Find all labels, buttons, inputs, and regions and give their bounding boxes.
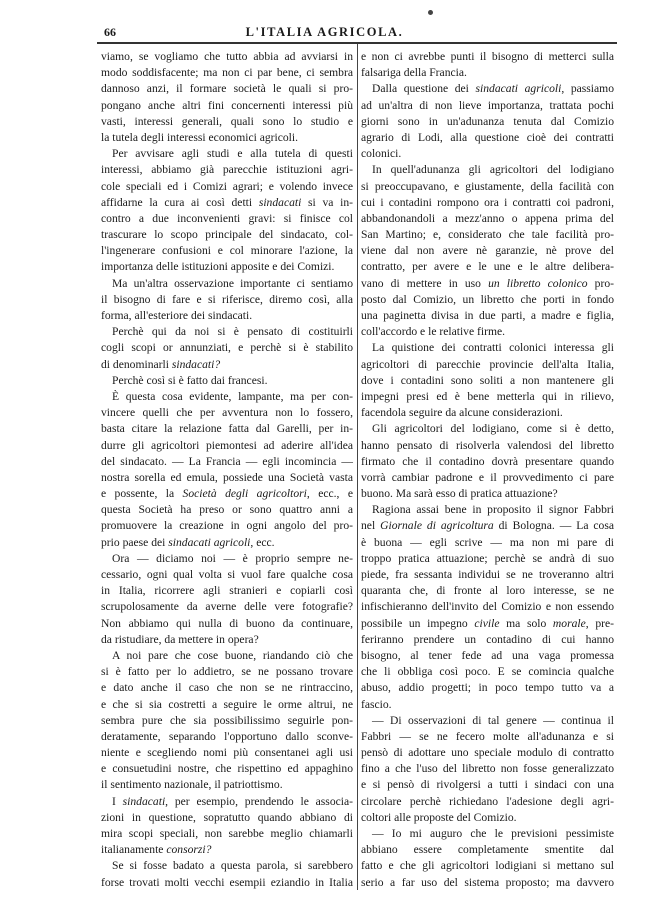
- text-line: [361, 518, 614, 534]
- text-line: [101, 162, 353, 178]
- text-line: [361, 842, 614, 858]
- text-line: [361, 761, 614, 777]
- text-line: [361, 551, 614, 567]
- text-line: [361, 292, 614, 308]
- text: viene dal non avere nè garanzie, nè prove del: [361, 244, 614, 258]
- paragraph: [101, 373, 353, 389]
- paragraph: [101, 858, 353, 890]
- text-line: [101, 697, 353, 713]
- text: serio a far uso del sistema proposto; ma davvero: [361, 875, 614, 889]
- italic-text: Giornale di agricoltura: [380, 519, 494, 533]
- text: vano di mettere in uso: [361, 276, 489, 290]
- text-line: [361, 632, 614, 648]
- text-line: [361, 810, 614, 826]
- text: abuso, addio progetti; in poco tempo tutto va a: [361, 681, 614, 695]
- text-line: [361, 195, 614, 211]
- text-line: [361, 227, 614, 243]
- text: abbiano essere completamente smentite dal: [361, 843, 614, 857]
- text-line: [361, 729, 614, 745]
- text-line: [361, 243, 614, 259]
- paragraph: [101, 794, 353, 859]
- text: cessario, ogni qual volta si vuol fare qualche cosa: [101, 568, 353, 581]
- text-line: [361, 130, 614, 146]
- text-line: [361, 389, 614, 405]
- text-line: [361, 454, 614, 470]
- print-speck: [428, 10, 433, 15]
- text: niente e scegliendo nomi più consentanei agli usi: [101, 746, 353, 760]
- text-line: [101, 227, 353, 243]
- italic-text: consorzi?: [166, 843, 212, 857]
- text: e consuetudini nostre, che rispettino ed appaghino: [101, 762, 353, 776]
- text-line: [101, 454, 353, 470]
- text: hanno pensato di risolverla valendosi del libretto: [361, 438, 614, 452]
- text: durre gli agricoltori piemontesi ad aderire all'idea: [101, 438, 353, 452]
- text: dove i contadini sono soliti a non mantenere gli: [361, 373, 614, 387]
- page-number: 66: [104, 25, 116, 39]
- text-line: [101, 599, 353, 615]
- text: Ma un'altra osservazione importante ci sentiamo: [112, 276, 353, 290]
- column-divider: [357, 44, 358, 890]
- text-line: [101, 875, 353, 891]
- text: affidarne la cura ai così detti: [101, 195, 259, 209]
- text-line: [101, 65, 353, 81]
- text: coll'accordo e le relative firme.: [361, 325, 506, 339]
- text: vincere quelli che per avventura non lo fossero,: [101, 406, 353, 420]
- text: — Io mi auguro che le previsioni pessimiste: [372, 827, 614, 840]
- text-line: [101, 130, 353, 146]
- text-line: [101, 98, 353, 114]
- text: fino a che l'uso del libretto non fosse generalizzato: [361, 762, 614, 776]
- text-line: [101, 259, 353, 275]
- text-line: [361, 745, 614, 761]
- text: ma solo: [499, 616, 553, 630]
- text-line: [361, 794, 614, 810]
- text-line: [101, 276, 353, 292]
- text: , per esempio, prendendo le associa-: [165, 794, 353, 808]
- text-line: [101, 357, 353, 373]
- text: fascio.: [361, 697, 392, 711]
- text-line: [101, 842, 353, 858]
- italic-text: sindacati agricoli: [475, 82, 562, 96]
- text-line: [101, 324, 353, 340]
- text-line: [101, 470, 353, 486]
- text: deratamente, separando l'opportuno dallo sconve-: [101, 729, 353, 743]
- paragraph: [101, 324, 353, 373]
- text: È questa cosa evidente, lampante, ma per con-: [112, 389, 353, 403]
- text: l'ingenerare confusioni e col minorare l'azione, la: [101, 244, 353, 258]
- italic-text: un libretto colonico: [488, 276, 588, 290]
- text-line: [101, 535, 353, 551]
- text-line: [101, 664, 353, 680]
- text: del sindacato. — La Francia — egli incomincia —: [101, 454, 353, 468]
- text-line: [101, 567, 353, 583]
- text: importanza delle istituzioni apposite e dei Comizi.: [101, 260, 335, 274]
- paragraph: [361, 826, 614, 891]
- text: agrario di Lodi, alla questione cioè dei contratti: [361, 130, 614, 144]
- text-line: [101, 49, 353, 65]
- paragraph: [101, 551, 353, 648]
- text-line: [361, 599, 614, 615]
- text-line: [361, 114, 614, 130]
- text: possibile un impegno: [361, 616, 475, 630]
- text-line: [101, 114, 353, 130]
- text-line: [361, 162, 614, 178]
- text: si preoccupavano, e giustamente, della facilità con: [361, 179, 614, 193]
- paragraph: [101, 389, 353, 551]
- text: da ristudiare, da mettere in opera?: [101, 632, 259, 646]
- text: falsariga della Francia.: [361, 66, 467, 80]
- text: In quell'adunanza gli agricoltori del lodigiano: [372, 163, 614, 177]
- paragraph: [101, 146, 353, 276]
- paragraph: [361, 421, 614, 502]
- text-line: [101, 777, 353, 793]
- text: firmato che il contadino dovrà presentare quando: [361, 454, 614, 468]
- text: cole speciali ed i Comizi agrari; e volendo invece: [101, 179, 353, 193]
- text: che li obbliga così poco. E se comincia qualche: [361, 665, 614, 679]
- text: interessi, abbiamo già parecchie istituzioni agri-: [101, 163, 353, 177]
- text-line: [361, 470, 614, 486]
- text: forma, all'esteriore dei sindacati.: [101, 309, 253, 322]
- text-line: [361, 259, 614, 275]
- text: , ecc.: [250, 535, 275, 549]
- text-line: [101, 211, 353, 227]
- text: , passiamo: [561, 82, 614, 96]
- text-line: [361, 421, 614, 437]
- text-line: [361, 81, 614, 97]
- text-line: [361, 340, 614, 356]
- text-line: [361, 648, 614, 664]
- text: il bisogno di fare e si riferisce, diremo così, alla: [101, 292, 353, 306]
- paragraph: [361, 502, 614, 712]
- text: la tutela degli interessi economici agricoli.: [101, 130, 299, 144]
- paragraph: [361, 81, 614, 162]
- text-line: [361, 697, 614, 713]
- text-line: [361, 373, 614, 389]
- text-line: [101, 761, 353, 777]
- text-line: [361, 777, 614, 793]
- text-line: [361, 616, 614, 632]
- text-line: [101, 195, 353, 211]
- text: forse trovati molti vecchi esempii eziandio in Italia: [101, 875, 353, 889]
- text: A noi pare che cose buone, riandando ciò che: [112, 648, 353, 662]
- text: , pre-: [585, 616, 614, 630]
- text: buono. Ma sarà esso di pratica attuazione?: [361, 487, 558, 501]
- text: Per avvisare agli studi e alla tutela di questi: [112, 147, 353, 161]
- text-line: [361, 664, 614, 680]
- text-line: [361, 502, 614, 518]
- text: , ecc., e: [306, 487, 353, 501]
- text-line: [101, 486, 353, 502]
- text: bisogno, al tener fede ad una vaga promessa: [361, 648, 614, 662]
- text-line: [101, 794, 353, 810]
- text: di Bologna. — La cosa: [493, 519, 615, 533]
- text-line: [101, 146, 353, 162]
- text: una paginetta divisa in due parti, a madre e figlia,: [361, 309, 614, 322]
- text: dannoso anzi, il formare società le quali si pro-: [101, 82, 353, 96]
- text-line: [361, 179, 614, 195]
- text: e dato anche il caso che non se ne rintraccino,: [101, 681, 353, 695]
- text: cui i contadini rompono ora i contratti coi padroni,: [361, 195, 614, 209]
- text-line: [361, 438, 614, 454]
- text-line: [361, 875, 614, 891]
- text: Perchè qui da noi si è pensato di costituirli: [112, 325, 353, 339]
- text: sembra pure che sia possibilissimo seguirle pon-: [101, 713, 353, 727]
- text: pensò di adottare uno speciale modulo di contratto: [361, 746, 614, 760]
- paragraph: [101, 648, 353, 794]
- text: promuovere la creazione in ogni angolo del pro-: [101, 519, 353, 533]
- text: di denominarli: [101, 357, 172, 371]
- text: pro-: [587, 276, 614, 290]
- italic-text: Società degli agricoltori: [182, 487, 307, 501]
- italic-text: sindacati: [122, 794, 166, 808]
- text: Dalla questione dei: [372, 82, 476, 96]
- italic-text: morale: [552, 616, 586, 630]
- paragraph: [361, 162, 614, 340]
- text: fatto e che gli agricoltori lodigiani si mettano sul: [361, 859, 614, 873]
- text-line: [361, 324, 614, 340]
- text: troppo pratica attuazione; perchè se andrà di suo: [361, 551, 614, 565]
- text-line: [101, 179, 353, 195]
- text: posto dal Comizio, un libretto che porti in fondo: [361, 292, 614, 306]
- text: e non ci avrebbe punti il bisogno di metterci sulla: [361, 50, 614, 63]
- text: e possente, la: [101, 487, 183, 501]
- text: questa Società ha preso or sono quattro anni a: [101, 503, 353, 517]
- text-line: [101, 308, 353, 324]
- text: e si pensò di rivolgersi a tutti i sindaci con una: [361, 778, 614, 792]
- text-line: [101, 680, 353, 696]
- text-line: [101, 502, 353, 518]
- text: zioni in questione, sopratutto quando abbiano di: [101, 810, 353, 824]
- text-line: [101, 826, 353, 842]
- text-line: [101, 616, 353, 632]
- text: Non abbiamo qui nulla di buono da continuare,: [101, 616, 353, 630]
- text: Fabbri — se ne fecero molte all'adunanza e si: [361, 729, 614, 743]
- text: si è fatto per lo addietro, se ne possano trovare: [101, 665, 353, 679]
- text: nostra sorella ed emula, possiede una Società vasta: [101, 470, 353, 484]
- text-line: [101, 858, 353, 874]
- text: coltori alle proposte del Comizio.: [361, 810, 517, 824]
- text: nel: [361, 519, 381, 533]
- text: mira scopi speciali, non sarebbe meglio chiamarli: [101, 827, 353, 840]
- text: e che si sia costretti a seguire le orme altrui, ne: [101, 697, 353, 711]
- text: feriranno prendere un contadino di cui hanno: [361, 632, 614, 646]
- text: pongano anche altri fini concernenti interessi più: [101, 98, 353, 112]
- text: quaranta che, di fronte al loro interesse, se ne: [361, 584, 614, 598]
- text-line: [361, 826, 614, 842]
- text: prio paese dei: [101, 535, 169, 549]
- text-line: [361, 276, 614, 292]
- text-line: [361, 308, 614, 324]
- text: basta citare la relazione fatta dal Garelli, per in-: [101, 422, 353, 436]
- text-line: [101, 810, 353, 826]
- paragraph: [361, 49, 614, 81]
- text: vorrà cambiar padrone e il provvedimento ci pare: [361, 470, 614, 484]
- text-line: [101, 713, 353, 729]
- italic-text: sindacati: [258, 195, 302, 209]
- text: agricoltori di parecchie provincie dell'alta Italia,: [361, 357, 614, 371]
- italic-text: sindacati agricoli: [168, 535, 251, 549]
- text: italianamente: [101, 843, 167, 857]
- text-line: [101, 551, 353, 567]
- text-line: [101, 438, 353, 454]
- text: La quistione dei contratti colonici interessa gli: [372, 341, 614, 355]
- text: il sentimento nazionale, il patriottismo.: [101, 778, 283, 792]
- text-line: [361, 567, 614, 583]
- text: Se si fosse badato a questa parola, si sarebbero: [112, 859, 353, 873]
- text: Ragiona assai bene in proposito il signor Fabbri: [372, 503, 614, 517]
- text: — Di osservazioni di tal genere — continua il: [372, 713, 614, 727]
- text: vasti, interessi generali, quali sono lo studio e: [101, 114, 353, 128]
- text: giorni sono in un'adunanza tenuta dal Comizio: [361, 114, 614, 128]
- italic-text: sindacati?: [171, 357, 221, 371]
- text-line: [101, 729, 353, 745]
- text-line: [101, 81, 353, 97]
- running-title: L'ITALIA AGRICOLA.: [245, 25, 404, 39]
- text-line: [361, 858, 614, 874]
- text: cogli scopi or annunziati, e perchè si è stabilito: [101, 341, 353, 355]
- text-line: [361, 49, 614, 65]
- text-line: [101, 389, 353, 405]
- text-line: [361, 98, 614, 114]
- text: Ora — diciamo noi — è proprio sempre ne-: [112, 551, 353, 565]
- text: I: [112, 794, 123, 808]
- text-line: [101, 583, 353, 599]
- text-line: [361, 535, 614, 551]
- text-line: [361, 357, 614, 373]
- paragraph: [101, 276, 353, 325]
- text: ad un'altra di non lieve importanza, trattata pochi: [361, 98, 614, 112]
- text: circolare perchè richiedano l'adesione degli agri-: [361, 794, 614, 808]
- text-line: [361, 486, 614, 502]
- text-line: [361, 713, 614, 729]
- text: abbandonandoli a mezz'anno o appena prima del: [361, 211, 614, 225]
- text-line: [101, 243, 353, 259]
- text: trascurare lo scopo principale del sindacato, col-: [101, 228, 353, 242]
- text: in Italia, ricorrere agli stranieri e copiarli così: [101, 584, 353, 598]
- text-line: [101, 421, 353, 437]
- text: piede, fra sessanta individui se ne troveranno altri: [361, 568, 614, 581]
- text: Perchè così si è fatto dai francesi.: [112, 373, 268, 387]
- text: Gli agricoltori del lodigiano, come si è detto,: [372, 422, 614, 436]
- paragraph: [361, 340, 614, 421]
- text-line: [101, 292, 353, 308]
- text: è buona — egli scrive — ma non mi pare di: [361, 535, 614, 549]
- paragraph: [361, 713, 614, 826]
- text-line: [101, 405, 353, 421]
- text: scrupolosamente da averne delle vere fotografie?: [101, 600, 353, 614]
- text-line: [361, 583, 614, 599]
- text-line: [361, 211, 614, 227]
- left-column: [101, 49, 353, 891]
- text-line: [361, 65, 614, 81]
- text-line: [361, 146, 614, 162]
- text: contratto, per avere e le une e le altre delibera-: [361, 260, 614, 274]
- text-line: [361, 405, 614, 421]
- text: facendola seguire da alcune considerazioni.: [361, 406, 563, 420]
- text: si va in-: [301, 195, 354, 209]
- text-line: [101, 340, 353, 356]
- text: colonici.: [361, 147, 402, 161]
- text-line: [101, 745, 353, 761]
- text-line: [101, 518, 353, 534]
- paragraph: [101, 49, 353, 146]
- text-line: [101, 648, 353, 664]
- right-column: [361, 49, 614, 891]
- text: infischieranno dell'invito del Comizio e non essendo: [361, 600, 614, 614]
- text: contro a due inconvenienti gravi: si finisce col: [101, 211, 353, 225]
- text: San Martino; e, considerato che tale facilità pro-: [361, 228, 614, 242]
- text: viamo, se vogliamo che tutto abbia ad avviarsi in: [101, 50, 353, 63]
- text: modo soddisfacente; ma non ci par bene, ci sembra: [101, 66, 353, 80]
- text-line: [361, 680, 614, 696]
- text-line: [101, 373, 353, 389]
- text: impegni presi ed è bene metterla qui in rilievo,: [361, 389, 614, 403]
- italic-text: civile: [474, 616, 500, 630]
- text-line: [101, 632, 353, 648]
